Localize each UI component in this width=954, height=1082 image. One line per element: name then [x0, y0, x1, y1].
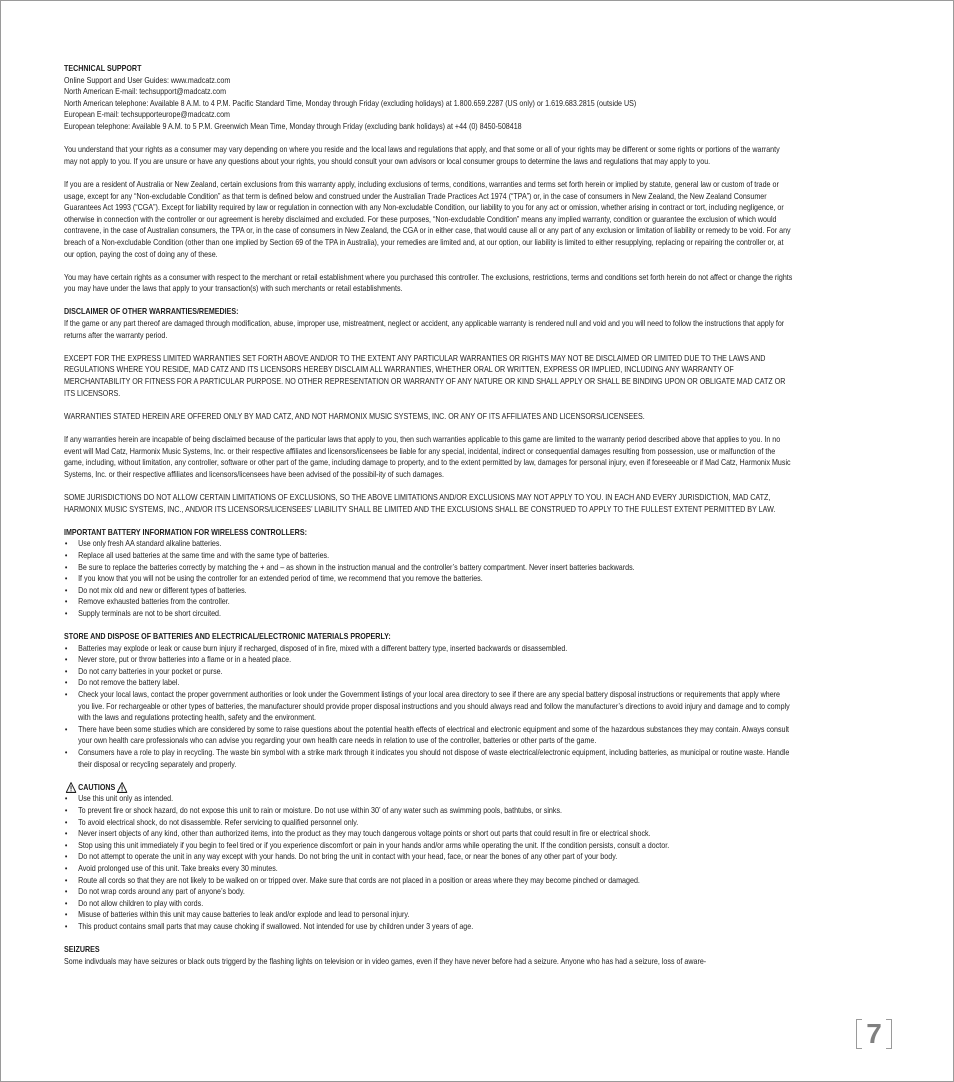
list-item: • This product contains small parts that may cause choking if swallowed. Not intended for use by children under 3 years of age. [64, 921, 793, 933]
disclaimer-offered: WARRANTIES STATED HEREIN ARE OFFERED ONLY BY MAD CATZ, AND NOT HARMONIX MUSIC SYSTEMS, INC. OR ANY OF ITS AFFILIATES AND LICENSORS/LICENSEES. [64, 411, 645, 421]
list-item: • Do not carry batteries in your pocket or purse. [64, 666, 793, 678]
australia-nz-paragraph: If you are a resident of Australia or New Zealand, certain exclusions from this warranty apply, including exclusions of terms, conditions, warranties and terms set forth herein or implied by statute, general law or custom of trade or usage, except for any “Non-excludable Condition” as that term is defined below and construed under the Australian Trade Practices Act 1974 (“TPA”) or, in the case of consumers in New Zealand, the New Zealand Consumer Guarantees Act 1993 (“CGA”). Except for liability required by law or regulation in connection with any Non-excludable Condition, our liability to you for any act or omission, whether arising in contract or tort, including negligence, or otherwise in connection with the controller or our agreement is hereby disclaimed and excluded. For these purposes, “Non-excludable Condition” means any implied warranty, condition or guarantee the exclusion of which would contravene, in the case of Australian consumers, the TPA or, in the case of consumers in New Zealand, the CGA or in either case, that would cause all or any part of any exclusion or limitation of liability or remedy to be void. For any breach of a Non-excludable Condition (other than one implied by Section 69 of the TPA in Australia), your remedies are limited and, at our option, our liability is limited to either resupplying, replacing or repairing the controller or, at our option, paying the cost of doing any of these. [64, 179, 791, 259]
page-number-bracket-left [856, 1019, 862, 1049]
support-line: European E-mail: techsupporteurope@madcatz.com [64, 110, 230, 120]
disclaimer-jurisdictions: SOME JURISDICTIONS DO NOT ALLOW CERTAIN LIMITATIONS OF EXCLUSIONS, SO THE ABOVE LIMITATIONS AND/OR EXCLUSIONS MAY NOT APPLY TO YOU. IN EACH AND EVERY JURISDICTION, MAD CATZ, HARMONIX MUSIC SYSTEMS, INC., AND/OR ITS LICENSORS/LICENSEES’ LIABILITY SHALL BE LIMITED AND THE EXCLUSIONS SHALL BE CONSTRUED TO APPLY TO THE FULLEST EXTENT PERMITTED BY LAW. [64, 492, 776, 514]
disclaimer-section [64, 306, 793, 515]
list-item: • Batteries may explode or leak or cause burn injury if recharged, disposed of in fire, mixed with a different battery type, inserted backwards or disassembled. [64, 643, 793, 655]
list-item: • Replace all used batteries at the same time and with the same type of batteries. [64, 550, 793, 562]
support-line: Online Support and User Guides: www.madcatz.com [64, 75, 231, 85]
page-number [856, 1017, 892, 1051]
warning-triangle-icon [117, 782, 128, 793]
consumer-rights-paragraph: You understand that your rights as a consumer may vary depending on where you reside and the local laws and regulations that apply, and that some or all of your rights may be different or some rights or portions of the warranty may not apply to you. If you are unsure or have any questions about your rights, you should consult your own advisors or local consumer groups to determine the laws and regulations that may apply to you. [64, 145, 780, 166]
list-item: • Route all cords so that they are not likely to be walked on or tripped over. Make sure that cords are not placed in a position or areas where they may become pinched or damaged. [64, 875, 793, 887]
seizures-text: Some indivduals may have seizures or black outs triggerd by the flashing lights on television or in video games, even if they have never before had a seizure. Anyone who has had a seizure, loss of aware- [64, 956, 707, 966]
cautions-heading [64, 782, 793, 794]
list-item: • Avoid prolonged use of this unit. Take breaks every 30 minutes. [64, 863, 793, 875]
list-item: • Do not mix old and new or different types of batteries. [64, 585, 793, 597]
list-item: • There have been some studies which are considered by some to raise questions about the potential health effects of electrical and electronic equipment and some of the hazardous substances they may contain. Always consult your own health care professionals who can advise you regarding your own health care needs in relation to use of the controller, batteries or other parts of the game. [64, 724, 793, 747]
technical-support-heading: TECHNICAL SUPPORT [64, 64, 142, 73]
list-item: • Use only fresh AA standard alkaline batteries. [64, 538, 793, 550]
disclaimer-incapable: If any warranties herein are incapable of being disclaimed because of the particular laws that apply to you, then such warranties applicable to this game are limited to the warranty period described above that applies to you. In no event will Mad Catz, Harmonix Music Systems, Inc. or their respective affiliates and licensors/licensees be liable for any special, incidental, indirect or consequential damages resulting from possession, use or malfunction of the game, including, without limitation, any controller, software or other part of the game, including damage to property, and to the extent permitted by law, damages for personal injury, even if foreseeable or if Mad Catz, Harmonix Music Systems, Inc. or their respective affiliates and licensors/licensees have been advised of the possibil-ity of such damages. [64, 435, 791, 479]
store-dispose-section [64, 631, 793, 770]
support-line: North American telephone: Available 8 A.M. to 4 P.M. Pacific Standard Time, Monday through Friday (excluding holidays) at 1.800.659.2287 (US only) or 1.619.683.2815 (outside US) [64, 98, 637, 108]
seizures-section [64, 944, 793, 967]
disclaimer-except: EXCEPT FOR THE EXPRESS LIMITED WARRANTIES SET FORTH ABOVE AND/OR TO THE EXTENT ANY PARTICULAR WARRANTIES OR RIGHTS MAY NOT BE DISCLAIMED OR LIMITED DUE TO THE LAWS AND REGULATIONS WHERE YOU RESIDE, MAD CATZ AND ITS LICENSORS HEREBY DISCLAIM ALL WARRANTIES, WHETHER ORAL OR WRITTEN, EXPRESS OR IMPLIED, INCLUDING ANY WARRANTY OF MERCHANTABILITY OR FITNESS FOR A PARTICULAR PURPOSE. NO OTHER REPRESENTATION OR WARRANTY OF ANY NATURE OR KIND SHALL APPLY OR SHALL BE BINDING UPON OR OBLIGATE MAD CATZ OR ITS LICENSORS. [64, 353, 786, 398]
list-item: • Be sure to replace the batteries correctly by matching the + and – as shown in the instruction manual and the controller’s battery compartment. Never insert batteries backwards. [64, 562, 793, 574]
list-item: • Do not allow children to play with cords. [64, 898, 793, 910]
list-item: • Consumers have a role to play in recycling. The waste bin symbol with a strike mark through it indicates you should not dispose of waste electrical/electronic equipment, including batteries, as municipal or routine waste. Handle their disposal or recycling separately and properly. [64, 747, 793, 770]
seizures-heading: SEIZURES [64, 945, 100, 955]
list-item: • Do not remove the battery label. [64, 677, 793, 689]
list-item: • To prevent fire or shock hazard, do not expose this unit to rain or moisture. Do not use within 30’ of any water such as swimming pools, bathtubs, or sinks. [64, 805, 793, 817]
support-line: European telephone: Available 9 A.M. to 5 P.M. Greenwich Mean Time, Monday through Friday (excluding bank holidays) at +44 (0) 8450-508418 [64, 121, 522, 131]
list-item: • Never store, put or throw batteries into a flame or in a heated place. [64, 654, 793, 666]
warning-triangle-icon [66, 782, 77, 793]
store-dispose-list [64, 643, 793, 771]
support-line: North American E-mail: techsupport@madcatz.com [64, 87, 227, 97]
battery-info-section [64, 527, 793, 620]
page-number-text: 7 [866, 1018, 882, 1049]
page-content [64, 63, 793, 967]
list-item: • Misuse of batteries within this unit may cause batteries to leak and/or explode and lead to personal injury. [64, 909, 793, 921]
battery-info-heading: IMPORTANT BATTERY INFORMATION FOR WIRELESS CONTROLLERS: [64, 527, 307, 537]
store-dispose-heading: STORE AND DISPOSE OF BATTERIES AND ELECTRICAL/ELECTRONIC MATERIALS PROPERLY: [64, 632, 391, 642]
cautions-list [64, 793, 793, 932]
list-item: • Remove exhausted batteries from the controller. [64, 596, 793, 608]
merchant-rights-paragraph: You may have certain rights as a consumer with respect to the merchant or retail establishment where you purchased this controller. The exclusions, restrictions, terms and conditions set forth herein do not affect or change the rights you may have under the laws that apply to your transaction(s) with such merchants or retail establishments. [64, 272, 793, 294]
list-item: • Never insert objects of any kind, other than authorized items, into the product as they may touch dangerous voltage points or short out parts that could result in fire or electrical shock. [64, 828, 793, 840]
list-item: • Supply terminals are not to be short circuited. [64, 608, 793, 620]
technical-support-section [64, 63, 793, 133]
list-item: • Check your local laws, contact the proper government authorities or look under the Government listings of your local area directory to see if there are any special battery disposal instructions or requirements that apply where you live. For rechargeable or other types of batteries, the manufacturer should provide proper disposal instructions and you should always read and follow the manufacturer’s directions to avoid injury and damage and to comply with the laws and regulations protecting health, safety and the environment. [64, 689, 793, 724]
disclaimer-heading: DISCLAIMER OF OTHER WARRANTIES/REMEDIES: [64, 307, 239, 317]
disclaimer-intro: If the game or any part thereof are damaged through modification, abuse, improper use, mistreatment, neglect or accident, any applicable warranty is rendered null and void and you will need to follow the instructions that apply for returns after the warranty period. [64, 319, 785, 340]
page-number-bracket-right [886, 1019, 892, 1049]
list-item: • Do not wrap cords around any part of anyone’s body. [64, 886, 793, 898]
cautions-section [64, 782, 793, 933]
list-item: • To avoid electrical shock, do not disassemble. Refer servicing to qualified personnel only. [64, 817, 793, 829]
list-item: • Stop using this unit immediately if you begin to feel tired or if you experience discomfort or pain in your hands and/or arms while operating the unit. If the condition persists, consult a doctor. [64, 840, 793, 852]
list-item: • Do not attempt to operate the unit in any way except with your hands. Do not bring the unit in contact with your head, face, or near the bones of any other part of your body. [64, 851, 793, 863]
list-item: • Use this unit only as intended. [64, 793, 793, 805]
battery-info-list [64, 538, 793, 619]
cautions-title: CAUTIONS [78, 782, 116, 792]
list-item: • If you know that you will not be using the controller for an extended period of time, we recommend that you remove the batteries. [64, 573, 793, 585]
